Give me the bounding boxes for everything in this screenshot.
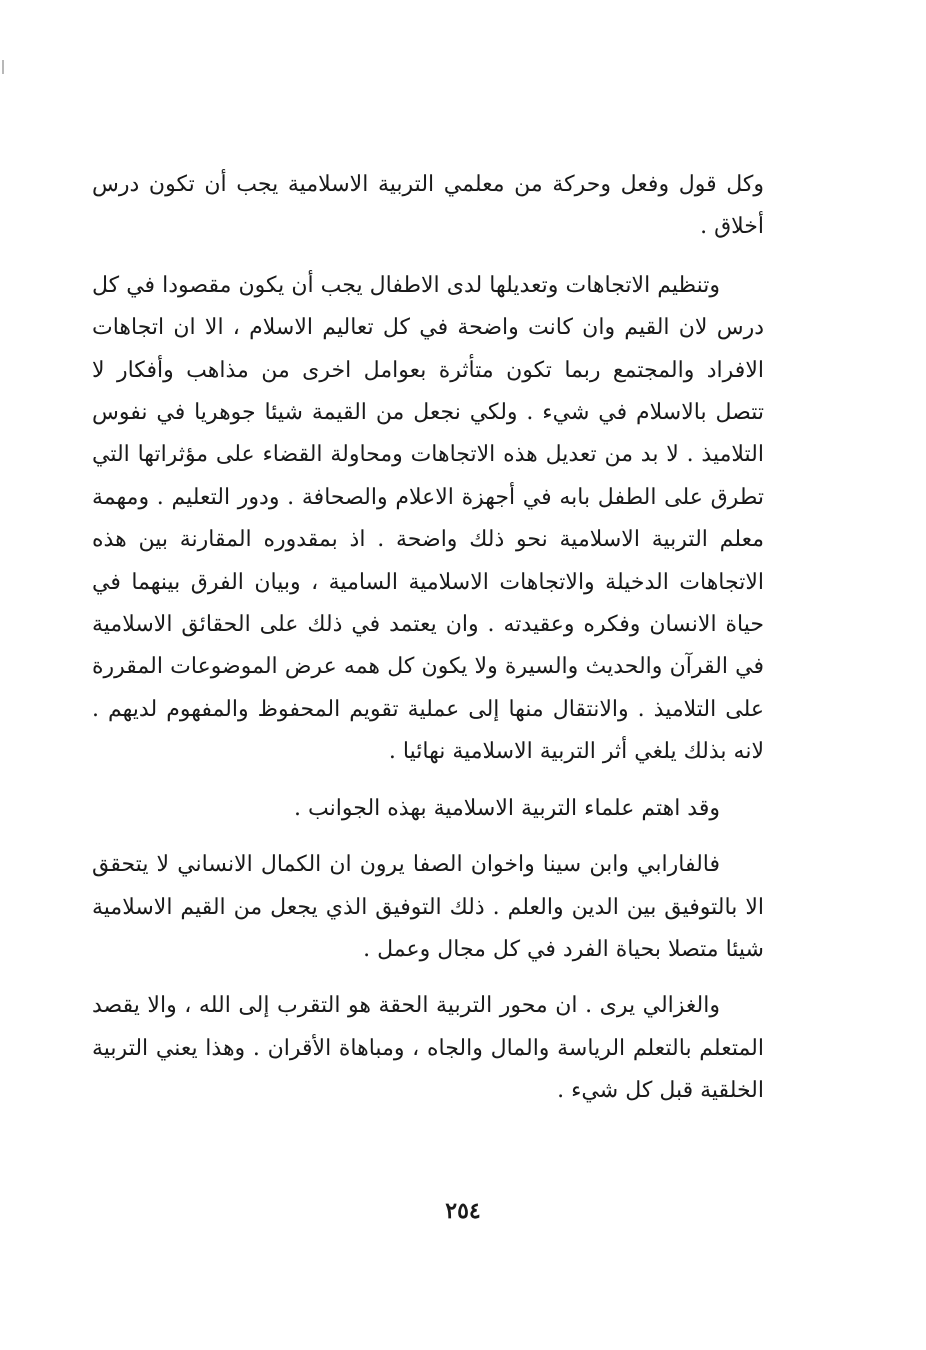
paragraph-akhlaq: وكل قول وفعل وحركة من معلمي التربية الاسلامية يجب أن تكون درس أخلاق . (92, 172, 764, 240)
paragraph-farabi: فالفارابي وابن سينا واخوان الصفا يرون ان الكمال الانساني لا يتحقق الا بالتوفيق بين الدين والعلم . ذلك التوفيق الذي يجعل من القيم الاسلامية شيئا متصلا بحياة الفرد في كل مجال وعمل . (92, 852, 764, 962)
paragraph-ghazali: والغزالي يرى . ان محور التربية الحقة هو التقرب إلى الله ، والا يقصد المتعلم بالتعلم الرياسة والمال والجاه ، ومباهاة الأقران . وهذا يعني التربية الخلقية قبل كل شيء . (92, 993, 764, 1104)
page-number: ٢٥٤ (445, 1198, 481, 1224)
body-text (92, 164, 764, 1113)
paragraph-attitudes: وتنظيم الاتجاهات وتعديلها لدى الاطفال يجب أن يكون مقصودا في كل درس لان القيم وان كانت واضحة في كل تعاليم الاسلام ، الا ان اتجاهات الافراد والمجتمع ربما تكون متأثرة بعوامل اخرى من مذاهب وأفكار لا تتصل بالاسلام في شيء . ولكي نجعل من القيمة شيئا جوهريا في نفوس التلاميذ . لا بد من تعديل هذه الاتجاهات ومحاولة القضاء على مؤثراتها التي تطرق على الطفل بابه في أجهزة الاعلام والصحافة . ودور التعليم . ومهمة معلم التربية الاسلامية نحو ذلك واضحة . اذ بمقدوره المقارنة بين هذه الاتجاهات الدخيلة والاتجاهات الاسلامية السامية ، وبيان الفرق بينهما في حياة الانسان وفكره وعقيدته . وان يعتمد في ذلك على الحقائق الاسلامية في القرآن والحديث والسيرة ولا يكون كل همه عرض الموضوعات المقررة على التلاميذ . والانتقال منها إلى عملية تقويم المحفوظ والمفهوم لديهم . لانه بذلك يلغي أثر التربية الاسلامية نهائيا . (92, 272, 764, 765)
paragraph-scholars: وقد اهتم علماء التربية الاسلامية بهذه الجوانب . (294, 795, 720, 821)
scan-edge-mark (2, 60, 4, 74)
